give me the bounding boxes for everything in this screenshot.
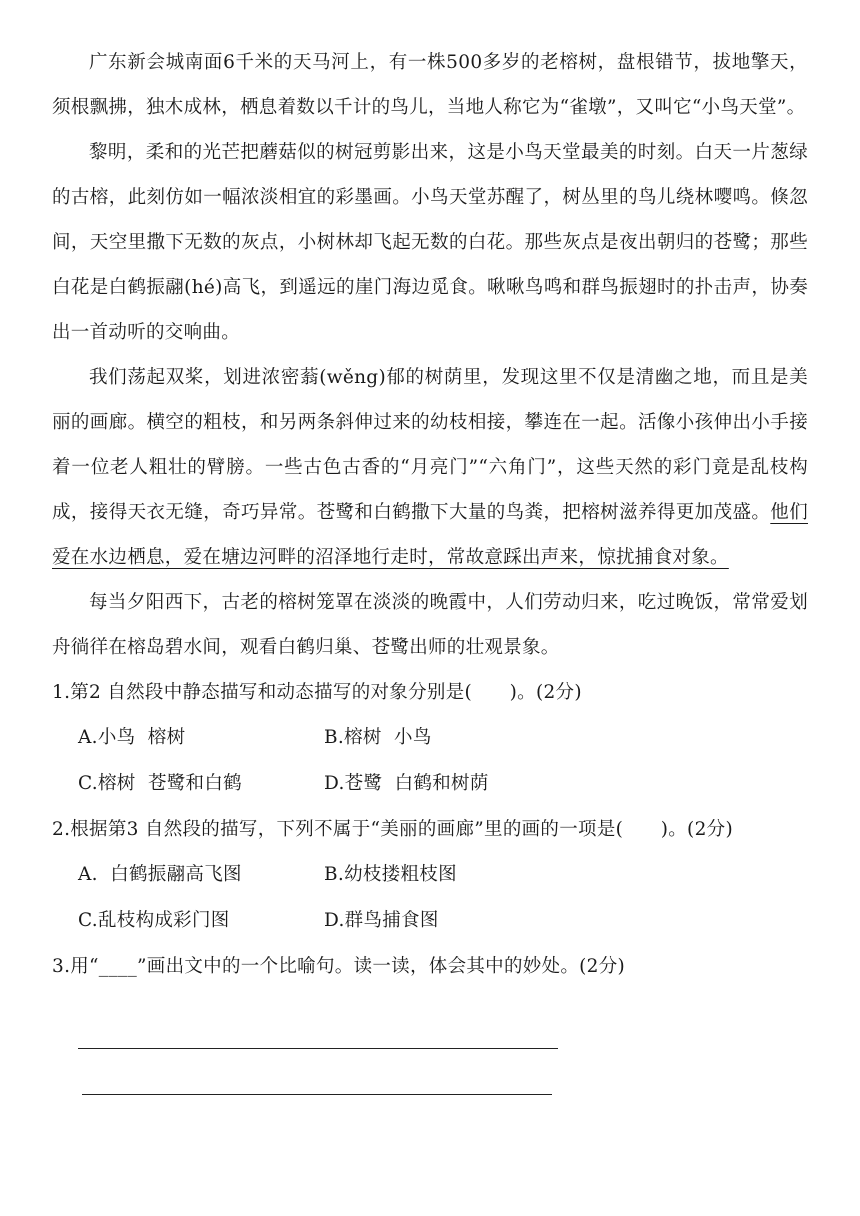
question-1-stem: 1.第2 自然段中静态描写和动态描写的对象分别是( )。(2分) bbox=[52, 682, 582, 703]
passage-paragraph-4: 每当夕阳西下，古老的榕树笼罩在淡淡的晚霞中，人们劳动归来，吃过晚饭，常常爱划舟徜徉在榕岛碧水间，观看白鹤归巢、苍鹭出师的壮观景象。 bbox=[52, 592, 808, 658]
underlined-sentence: 他们爱在水边栖息，爱在塘边河畔的沼泽地行走时，常故意踩出声来，惊扰捕食对象。 bbox=[52, 502, 808, 568]
question-1 bbox=[52, 670, 808, 807]
question-2 bbox=[52, 807, 808, 944]
answer-line-2[interactable] bbox=[82, 1094, 552, 1095]
worksheet-page bbox=[52, 40, 808, 989]
passage-paragraph-3 bbox=[52, 355, 808, 580]
question-1-options bbox=[78, 715, 808, 807]
question-1-option-c[interactable]: C.榕树 苍鹭和白鹤 bbox=[78, 773, 242, 794]
passage-paragraph-3-text: 我们荡起双桨，划进浓密蓊(wěng)郁的树荫里，发现这里不仅是清幽之地，而且是美丽的画廊。横空的粗枝，和另两条斜伸过来的幼枝相接，攀连在一起。活像小孩伸出小手接着一位老人粗壮的臂膀。一些古色古香的“月亮门”“六角门”，这些天然的彩门竟是乱枝构成，接得天衣无缝，奇巧异常。苍鹭和白鹤撒下大量的鸟粪，把榕树滋养得更加茂盛。 bbox=[52, 367, 808, 523]
question-1-option-d[interactable]: D.苍鹭 白鹤和树荫 bbox=[324, 773, 489, 794]
question-1-option-a[interactable]: A.小鸟 榕树 bbox=[78, 727, 186, 748]
question-2-option-a[interactable]: A. 白鹤振翮高飞图 bbox=[78, 864, 242, 885]
passage-paragraph-2: 黎明，柔和的光芒把蘑菇似的树冠剪影出来，这是小鸟天堂最美的时刻。白天一片葱绿的古榕，此刻仿如一幅浓淡相宜的彩墨画。小鸟天堂苏醒了，树丛里的鸟儿绕林嘤鸣。倏忽间，天空里撒下无数的灰点，小树林却飞起无数的白花。那些灰点是夜出朝归的苍鹭；那些白花是白鹤振翮(hé)高飞，到遥远的崖门海边觅食。啾啾鸟鸣和群鸟振翅时的扑击声，协奏出一首动听的交响曲。 bbox=[52, 142, 808, 343]
question-2-stem: 2.根据第3 自然段的描写，下列不属于“美丽的画廊”里的画的一项是( )。(2分) bbox=[52, 819, 733, 840]
question-2-options bbox=[78, 852, 808, 944]
answer-line-1[interactable] bbox=[78, 1048, 558, 1049]
question-2-option-c[interactable]: C.乱枝构成彩门图 bbox=[78, 910, 230, 931]
question-2-option-d[interactable]: D.群鸟捕食图 bbox=[324, 910, 439, 931]
question-1-option-b[interactable]: B.榕树 小鸟 bbox=[324, 727, 432, 748]
question-3-stem: 3.用“____”画出文中的一个比喻句。读一读，体会其中的妙处。(2分) bbox=[52, 956, 626, 977]
question-3 bbox=[52, 944, 808, 989]
passage-paragraph-1: 广东新会城南面6千米的天马河上，有一株500多岁的老榕树，盘根错节，拔地擎天，须根飘拂，独木成林，栖息着数以千计的鸟儿，当地人称它为“雀墩”，又叫它“小鸟天堂”。 bbox=[52, 52, 808, 118]
question-2-option-b[interactable]: B.幼枝搂粗枝图 bbox=[324, 864, 457, 885]
